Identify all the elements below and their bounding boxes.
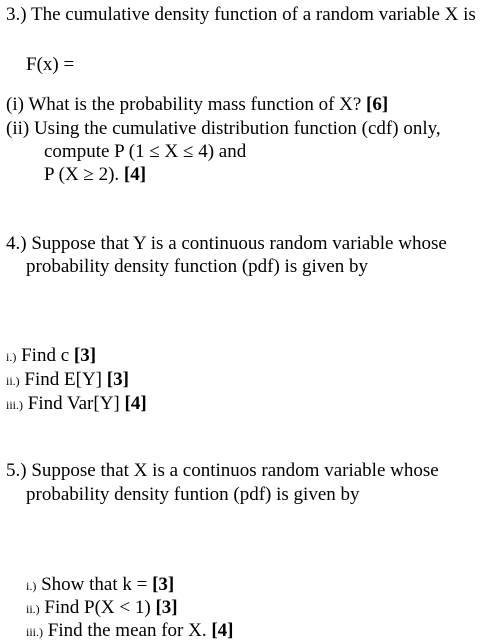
q4-item-num: iii.): [6, 398, 23, 412]
q3-part-i-text: (i) What is the probability mass function of X?: [6, 94, 362, 115]
q4-line1: 4.) Suppose that Y is a continuous random variable whose: [6, 233, 447, 254]
q5-item-marks: [3]: [155, 597, 178, 618]
q5-item: [26, 574, 174, 597]
q3-part-ii-line3-text: P (X ≥ 2).: [44, 164, 120, 185]
q5-line2: probability density funtion (pdf) is given by: [26, 484, 360, 505]
q3-cdf-label: F(x) =: [26, 54, 75, 75]
q4-item-num: i.): [6, 350, 17, 364]
q5-item-marks: [3]: [152, 574, 175, 595]
q4-item-num: ii.): [6, 374, 20, 388]
q3-part-i: [6, 94, 388, 116]
q5-item: [26, 597, 178, 620]
q5-item-text: Show that k =: [41, 574, 148, 595]
q3-part-ii-line3: [44, 164, 146, 186]
q5-item-text: Find P(X < 1): [44, 597, 151, 618]
q5-item-text: Find the mean for X.: [47, 620, 207, 641]
q4-item-text: Find E[Y]: [24, 369, 102, 390]
q4-item-marks: [3]: [73, 345, 97, 366]
q3-part-ii-line1: (ii) Using the cumulative distribution function (cdf) only,: [6, 118, 441, 139]
q3-part-i-marks: [6]: [366, 94, 389, 115]
q4-item-text: Find c: [21, 345, 70, 366]
q5-line1: 5.) Suppose that X is a continuos random variable whose: [6, 460, 439, 481]
q4-item-marks: [4]: [124, 393, 147, 414]
q3-heading: 3.) The cumulative density function of a random variable X is: [6, 4, 476, 25]
q5-item-num: iii.): [26, 625, 43, 639]
q4-item: [6, 369, 129, 392]
q4-line2: probability density function (pdf) is given by: [26, 256, 368, 277]
q4-item-marks: [3]: [106, 369, 129, 390]
q4-item: [6, 393, 147, 416]
q5-item-num: ii.): [26, 602, 40, 616]
q3-part-ii-line2: compute P (1 ≤ X ≤ 4) and: [44, 141, 247, 162]
q5-item-marks: [4]: [211, 620, 234, 641]
q5-item: [26, 620, 233, 643]
q5-item-num: i.): [26, 579, 37, 593]
q3-part-ii-marks: [4]: [123, 164, 147, 185]
q4-item: [6, 345, 96, 368]
q4-item-text: Find Var[Y]: [27, 393, 120, 414]
